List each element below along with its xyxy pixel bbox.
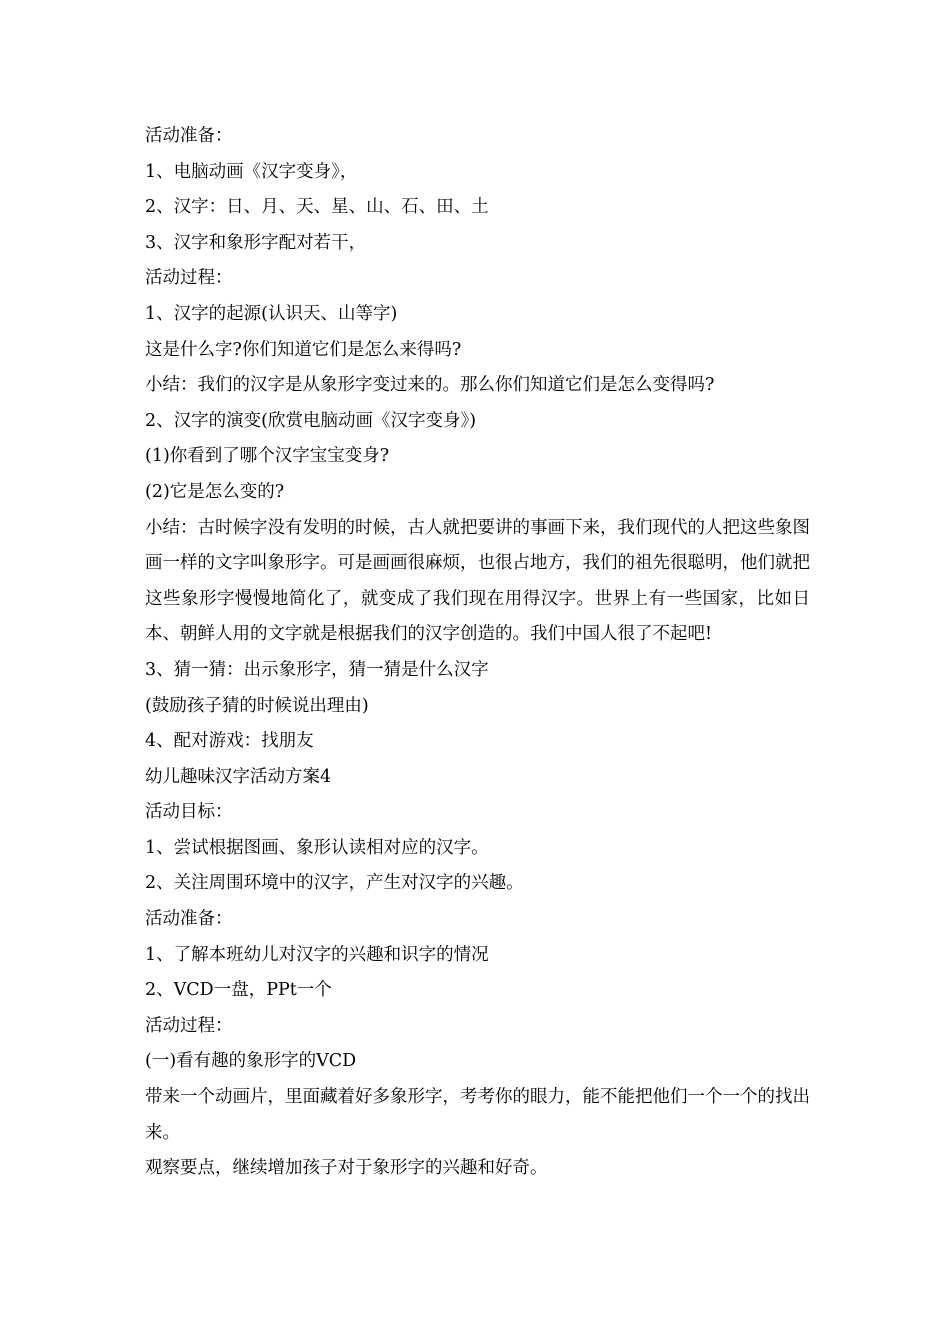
paragraph: 活动过程： <box>145 1015 233 1036</box>
paragraph: 1、汉字的起源(认识天、山等字) <box>145 303 398 324</box>
paragraph: 3、猜一猜：出示象形字，猜一猜是什么汉字 <box>145 659 489 680</box>
paragraph: 2、汉字：日、月、天、星、山、石、田、土 <box>145 197 489 218</box>
paragraph: (鼓励孩子猜的时候说出理由) <box>145 695 369 716</box>
paragraph: 这是什么字?你们知道它们是怎么来得吗? <box>145 339 462 360</box>
section-title: 幼儿趣味汉字活动方案4 <box>145 766 332 787</box>
paragraph: 观察要点，继续增加孩子对于象形字的兴趣和好奇。 <box>145 1158 548 1179</box>
paragraph: 1、了解本班幼儿对汉字的兴趣和识字的情况 <box>145 944 489 965</box>
paragraph: 小结：我们的汉字是从象形字变过来的。那么你们知道它们是怎么变得吗? <box>145 375 715 396</box>
paragraph: 2、汉字的演变(欣赏电脑动画《汉字变身》) <box>145 410 477 431</box>
paragraph: 4、配对游戏：找朋友 <box>145 731 314 752</box>
paragraph: 活动准备： <box>145 126 233 146</box>
paragraph: 活动准备： <box>145 909 233 930</box>
paragraph: 活动过程： <box>145 268 233 289</box>
paragraph: 小结：古时候字没有发明的时候，古人就把要讲的事画下来，我们现代的人把这些象图画一样的文字叫象形字。可是画画很麻烦，也很占地方，我们的祖先很聪明，他们就把这些象形字慢慢地简化了，就变成了我们现在用得汉字。世界上有一些国家，比如日本、朝鲜人用的文字就是根据我们的汉字创造的。我们中国人很了不起吧! <box>145 517 810 645</box>
paragraph: (2)它是怎么变的? <box>145 481 285 502</box>
paragraph: 活动目标： <box>145 802 233 823</box>
paragraph: 带来一个动画片，里面藏着好多象形字，考考你的眼力，能不能把他们一个一个的找出来。 <box>145 1087 810 1143</box>
paragraph: (一)看有趣的象形字的VCD <box>145 1051 357 1072</box>
paragraph: 2、关注周围环境中的汉字，产生对汉字的兴趣。 <box>145 873 524 894</box>
paragraph: 1、电脑动画《汉字变身》， <box>145 161 358 182</box>
paragraph: (1)你看到了哪个汉字宝宝变身? <box>145 446 390 467</box>
paragraph: 1、尝试根据图画、象形认读相对应的汉字。 <box>145 837 489 858</box>
document-body <box>145 119 810 1187</box>
paragraph: 2、VCD一盘，PPt一个 <box>145 980 332 1001</box>
paragraph: 3、汉字和象形字配对若干， <box>145 232 367 253</box>
